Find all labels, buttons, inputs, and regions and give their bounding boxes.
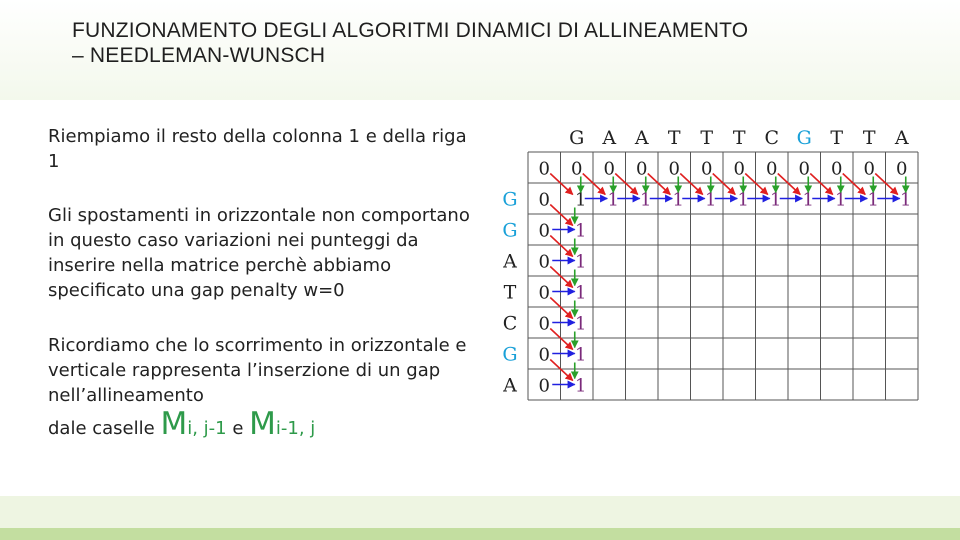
footer-band <box>0 496 960 528</box>
slide-title <box>72 18 892 68</box>
cell-value-row1: 1 <box>672 189 684 211</box>
cell-value-row1: 1 <box>835 189 847 211</box>
cell-value-row0: 0 <box>798 158 810 180</box>
top-seq-letter: A <box>602 127 617 149</box>
cell-value-row1: 1 <box>802 189 814 211</box>
left-seq-letter: G <box>502 343 518 366</box>
cell-value-col0: 0 <box>538 251 550 273</box>
cell-value-row0: 0 <box>733 158 745 180</box>
top-seq-letter: G <box>796 127 812 149</box>
para4-mid: e <box>226 418 250 439</box>
cell-value-col0: 0 <box>538 344 550 366</box>
cell-value-row0: 0 <box>896 158 908 180</box>
top-seq-letter: C <box>764 127 780 149</box>
paragraph-2: Gli spostamenti in orizzontale non comportano in questo caso variazioni nei punteggi da inserire nella matrice perchè abbiamo specificato una gap penalty w=0 <box>48 205 470 301</box>
top-seq-letter: G <box>569 127 585 149</box>
cell-value-col1: 1 <box>575 344 587 366</box>
top-seq-letter: A <box>894 127 909 149</box>
top-seq-letter: A <box>634 127 649 149</box>
cell-value-row1: 1 <box>705 189 717 211</box>
paragraph-1: Riempiamo il resto della colonna 1 e della riga 1 <box>48 126 467 172</box>
paragraph-4 <box>48 406 478 442</box>
cell-value-row1: 1 <box>607 189 619 211</box>
cell-value-row0: 0 <box>668 158 680 180</box>
top-seq-letter: T <box>667 127 681 149</box>
m1-subscript: i, j-1 <box>187 418 227 439</box>
alignment-matrix <box>490 120 926 412</box>
cell-value-row0: 0 <box>766 158 778 180</box>
cell-value-row1: 1 <box>770 189 782 211</box>
cell-value-row0: 0 <box>571 158 583 180</box>
top-seq-letter: T <box>862 127 876 149</box>
paragraph-3: Ricordiamo che lo scorrimento in orizzontale e verticale rappresenta l’inserzione di un gap nell’allineamento <box>48 335 467 406</box>
left-seq-letter: A <box>503 374 517 397</box>
cell-value-row1: 1 <box>640 189 652 211</box>
cell-value-col0: 0 <box>538 282 550 304</box>
cell-value-row1: 1 <box>900 189 912 211</box>
left-seq-letter: C <box>502 312 518 335</box>
cell-value-col1: 1 <box>575 375 587 397</box>
cell-value-row0: 0 <box>863 158 875 180</box>
cell-value-col1: 1 <box>575 282 587 304</box>
cell-value-col0: 0 <box>538 220 550 242</box>
left-seq-letter: G <box>502 188 518 211</box>
m2-subscript: i-1, j <box>275 418 316 439</box>
cell-value-col0: 0 <box>538 313 550 335</box>
cell-value-row0: 0 <box>603 158 615 180</box>
para4-prefix: dale caselle <box>48 418 161 439</box>
cell-value-row1: 1 <box>737 189 749 211</box>
cell-value-row0: 0 <box>831 158 843 180</box>
cell-value-col1: 1 <box>575 313 587 335</box>
left-seq-letter: A <box>503 250 517 273</box>
cell-value-col1: 1 <box>575 220 587 242</box>
top-seq-letter: T <box>830 127 844 149</box>
top-seq-letter: T <box>732 127 746 149</box>
footer-stripe <box>0 528 960 540</box>
title-line-1: FUNZIONAMENTO DEGLI ALGORITMI DINAMICI DI ALLINEAMENTO <box>72 19 749 42</box>
cell-value-row0: 0 <box>636 158 648 180</box>
title-line-2: – NEEDLEMAN-WUNSCH <box>72 44 326 67</box>
cell-value-col1: 1 <box>575 251 587 273</box>
left-seq-letter: T <box>503 281 517 304</box>
top-seq-letter: T <box>700 127 714 149</box>
m2-letter: M <box>249 406 276 442</box>
cell-value-row0: 0 <box>701 158 713 180</box>
cell-value-col0: 0 <box>538 375 550 397</box>
cell-value-row1: 1 <box>867 189 879 211</box>
cell-value-row0: 0 <box>538 158 550 180</box>
m1-letter: M <box>160 406 188 442</box>
cell-value-row1: 1 <box>575 189 587 211</box>
left-seq-letter: G <box>502 219 518 242</box>
cell-value-col0: 0 <box>538 189 550 211</box>
